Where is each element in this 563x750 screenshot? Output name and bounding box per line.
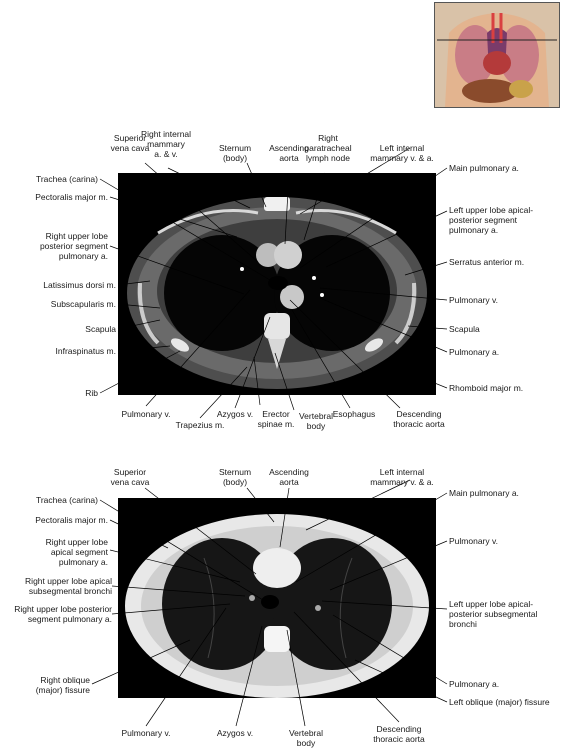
label-pulmonary-v-right-top: Pulmonary v. (449, 295, 498, 305)
label-pectoralis-major-top: Pectoralis major m. (35, 192, 108, 202)
label-esophagus: Esophagus (332, 409, 376, 419)
label-left-upper-lobe-apical-posterior-segment-pulmonary-a: Left upper lobe apical- posterior segment pulmonary a. (449, 205, 534, 235)
label-right-internal-mammary-top: Right internal mammary a. & v. (140, 129, 192, 159)
label-pectoralis-major-bottom: Pectoralis major m. (35, 515, 108, 525)
label-pulmonary-a-right-top: Pulmonary a. (449, 347, 500, 357)
label-scapula-left: Scapula (85, 324, 116, 334)
label-left-internal-mammary-bottom: Left internal mammary v. & a. (370, 467, 434, 487)
label-rhomboid-major: Rhomboid major m. (449, 383, 524, 393)
label-superior-vena-cava-bottom: Superior vena cava (110, 467, 150, 487)
label-main-pulmonary-a-top: Main pulmonary a. (449, 163, 519, 173)
label-pulmonary-a-right-bottom: Pulmonary a. (449, 679, 500, 689)
label-main-pulmonary-a-bottom: Main pulmonary a. (449, 488, 519, 498)
label-ascending-aorta-bottom: Ascending aorta (269, 467, 309, 487)
label-scapula-right: Scapula (449, 324, 480, 334)
label-right-paratracheal-lymph-node: Right paratracheal lymph node (304, 133, 352, 163)
label-serratus-anterior: Serratus anterior m. (449, 257, 525, 267)
label-right-upper-lobe-apical-subsegmental-bronchi: Right upper lobe apical subsegmental bronchi (25, 576, 112, 596)
label-pulmonary-v-right-bottom: Pulmonary v. (449, 536, 498, 546)
label-pulmonary-v-bottom-top: Pulmonary v. (121, 409, 171, 419)
label-latissimus-dorsi: Latissimus dorsi m. (43, 280, 116, 290)
label-erector-spinae: Erector spinae m. (257, 409, 295, 429)
label-pulmonary-v-bottom-bottom: Pulmonary v. (121, 728, 171, 738)
label-trapezius: Trapezius m. (175, 420, 225, 430)
label-trachea-carina-top: Trachea (carina) (35, 174, 98, 184)
label-left-internal-mammary-top: Left internal mammary v. & a. (370, 143, 434, 163)
label-rib: Rib (85, 388, 98, 398)
anatomy-inset-thumbnail (434, 2, 560, 108)
label-azygos-v-top: Azygos v. (216, 409, 254, 419)
label-left-upper-lobe-apical-posterior-subsegmental-bronchi: Left upper lobe apical- posterior subsegmental bronchi (449, 599, 538, 629)
label-sternum-bottom: Sternum (body) (218, 467, 252, 487)
label-vertebral-body-bottom: Vertebral body (288, 728, 324, 748)
label-vertebral-body-top: Vertebral body (298, 411, 334, 431)
torso-illustration (435, 3, 559, 107)
label-superior-vena-cava-top: Superior vena cava (110, 133, 150, 153)
label-right-upper-lobe-posterior-segment-pulmonary-a-bottom: Right upper lobe posterior segment pulmonary a. (14, 604, 112, 624)
label-right-upper-lobe-apical-segment-pulmonary-a: Right upper lobe apical segment pulmonary a. (45, 537, 108, 567)
label-trachea-carina-bottom: Trachea (carina) (35, 495, 98, 505)
label-sternum-top: Sternum (body) (218, 143, 252, 163)
label-subscapularis: Subscapularis m. (50, 299, 116, 309)
label-infraspinatus: Infraspinatus m. (55, 346, 116, 356)
label-descending-thoracic-aorta-top: Descending thoracic aorta (393, 409, 445, 429)
label-left-oblique-fissure: Left oblique (major) fissure (449, 697, 550, 707)
label-right-oblique-fissure: Right oblique (major) fissure (35, 675, 90, 695)
label-descending-thoracic-aorta-bottom: Descending thoracic aorta (373, 724, 425, 744)
label-right-upper-lobe-posterior-segment-pulmonary-a-top: Right upper lobe posterior segment pulmonary a. (39, 231, 108, 261)
ct-lung-window-image (118, 498, 436, 698)
label-ascending-aorta-top: Ascending aorta (269, 143, 309, 163)
ct-mediastinal-window-image (118, 173, 436, 395)
label-azygos-v-bottom: Azygos v. (216, 728, 254, 738)
